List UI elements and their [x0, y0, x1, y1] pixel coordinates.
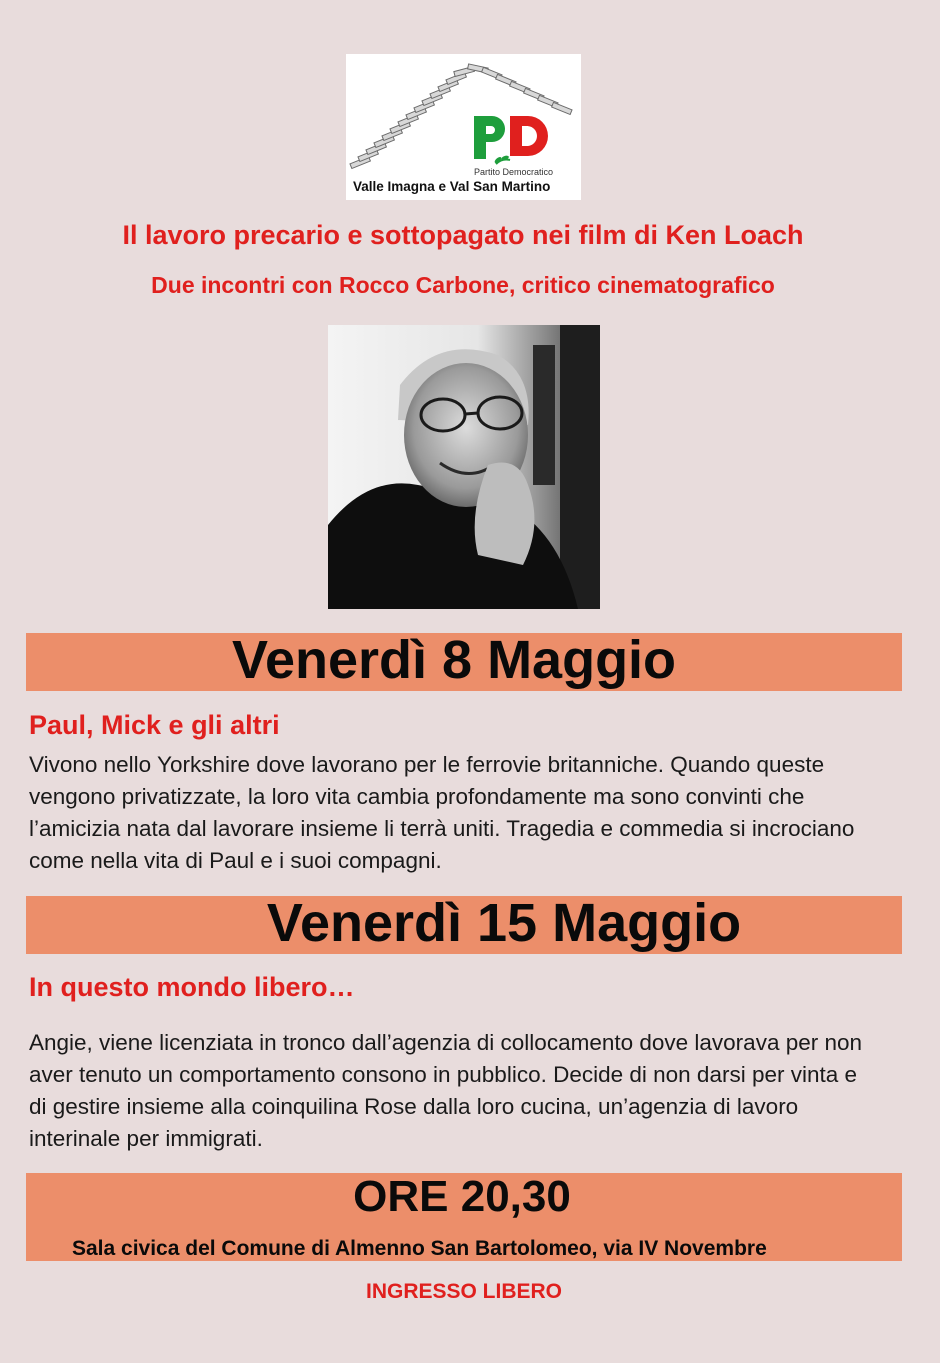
description-line: aver tenuto un comportamento consono in pubblico. Decide di non darsi per vinta e — [29, 1062, 858, 1087]
date-band-1 — [26, 630, 902, 691]
description-line: Angie, viene licenziata in tronco dall’agenzia di collocamento dove lavorava per non — [29, 1030, 863, 1055]
film-description-2 — [29, 1027, 899, 1155]
event-date-2: Venerdì 15 Maggio — [266, 893, 742, 953]
description-line: interinale per immigrati. — [29, 1126, 263, 1151]
party-area: Valle Imagna e Val San Martino — [353, 179, 551, 194]
party-logo — [346, 54, 581, 200]
event-venue: Sala civica del Comune di Almenno San Bartolomeo, via IV Novembre — [72, 1237, 767, 1260]
party-name: Partito Democratico — [474, 167, 554, 177]
date-band-2 — [26, 893, 902, 954]
portrait-photo — [328, 325, 600, 609]
film-title-2: In questo mondo libero… — [29, 972, 355, 1002]
description-line: Vivono nello Yorkshire dove lavorano per le ferrovie britanniche. Quando queste — [29, 752, 825, 777]
film-description-1 — [29, 749, 899, 877]
info-band — [26, 1173, 902, 1261]
description-line: come nella vita di Paul e i suoi compagni. — [29, 848, 442, 873]
event-date-1: Venerdì 8 Maggio — [231, 630, 677, 690]
film-title-1: Paul, Mick e gli altri — [29, 710, 280, 740]
event-time: ORE 20,30 — [353, 1172, 571, 1221]
description-line: di gestire insieme alla coinquilina Rose dalla loro cucina, un’agenzia di lavoro — [29, 1094, 799, 1119]
free-entry-notice: INGRESSO LIBERO — [365, 1280, 563, 1303]
page-title: Il lavoro precario e sottopagato nei film di Ken Loach — [122, 220, 804, 250]
description-line: vengono privatizzate, la loro vita cambia profondamente ma sono convinti che — [29, 784, 805, 809]
description-line: l’amicizia nata dal lavorare insieme li terrà uniti. Tragedia e commedia si incrociano — [29, 816, 855, 841]
page-subtitle: Due incontri con Rocco Carbone, critico cinematografico — [151, 272, 775, 298]
